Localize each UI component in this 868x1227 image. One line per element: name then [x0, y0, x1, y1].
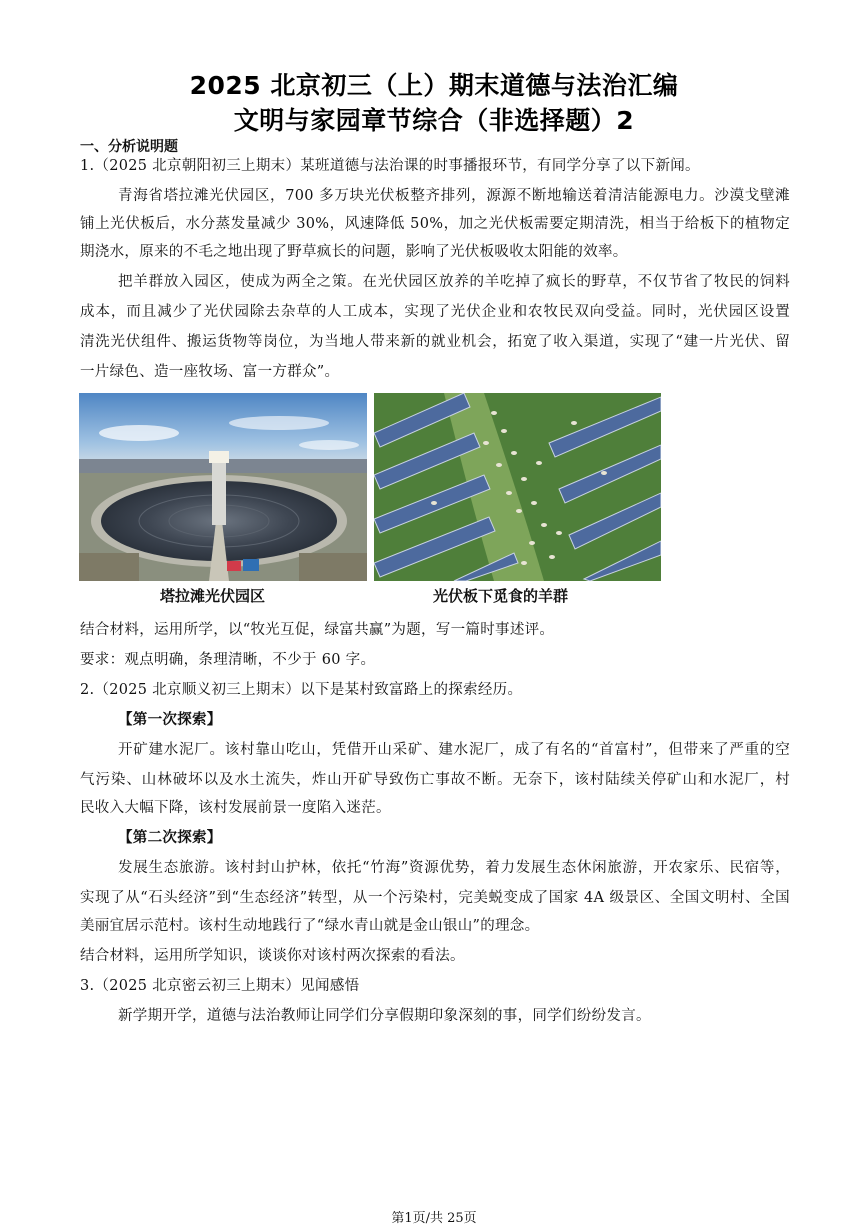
page-title-line2: 文明与家园章节综合（非选择题）2 [233, 106, 635, 135]
q1-p1-line2: 铺上光伏板后，水分蒸发量减少 30%，风速降低 50%，加之光伏板需要定期清洗，相当于给板下的植物定 [80, 216, 790, 232]
q2-explore1-line2: 气污染、山林破坏以及水土流失，炸山开矿导致伤亡事故不断。无奈下，该村陆续关停矿山和水泥厂，村 [80, 772, 790, 788]
q2-task: 结合材料，运用所学知识，谈谈你对该村两次探索的看法。 [80, 948, 465, 964]
q2-intro: 2.（2025 北京顺义初三上期末）以下是某村致富路上的探索经历。 [80, 682, 523, 698]
sheep-solar-photo [374, 393, 661, 581]
q2-explore2-line2: 实现了从“石头经济”到“生态经济”转型，从一个污染村，完美蜕变成了国家 4A 级景区、全国文明村、全国 [80, 890, 790, 906]
solar-park-photo [79, 393, 367, 581]
q2-explore1-line3: 民收入大幅下降，该村发展前景一度陷入迷茫。 [80, 800, 391, 816]
q2-explore2-line3: 美丽宜居示范村。该村生动地践行了“绿水青山就是金山银山”的理念。 [80, 918, 540, 934]
q3-p1: 新学期开学，道德与法治教师让同学们分享假期印象深刻的事，同学们纷纷发言。 [118, 1008, 651, 1024]
caption-solar-park: 塔拉滩光伏园区 [160, 587, 266, 605]
q1-requirement: 要求：观点明确，条理清晰，不少于 60 字。 [80, 652, 376, 668]
q2-explore1-label: 【第一次探索】 [118, 712, 222, 728]
q2-explore2-label: 【第二次探索】 [118, 830, 222, 846]
q1-intro: 1.（2025 北京朝阳初三上期末）某班道德与法治课的时事播报环节，有同学分享了以下新闻。 [80, 158, 700, 174]
q1-p2-line1: 把羊群放入园区，使成为两全之策。在光伏园区放养的羊吃掉了疯长的野草，不仅节省了牧民的饲料 [118, 274, 790, 290]
q2-explore1-line1: 开矿建水泥厂。该村靠山吃山，凭借开山采矿、建水泥厂，成了有名的“首富村”，但带来了严重的空 [118, 742, 790, 758]
q2-explore2-line1: 发展生态旅游。该村封山护林，依托“竹海”资源优势，着力发展生态休闲旅游，开农家乐、民宿等， [118, 860, 790, 876]
page-title-line1: 2025 北京初三（上）期末道德与法治汇编 [189, 71, 679, 100]
q1-p2-line3: 清洗光伏组件、搬运货物等岗位，为当地人带来新的就业机会，拓宽了收入渠道，实现了“建一片光伏、留 [80, 334, 790, 350]
q1-p2-line4: 一片绿色、造一座牧场、富一方群众”。 [80, 364, 340, 380]
q1-task: 结合材料，运用所学，以“牧光互促，绿富共赢”为题，写一篇时事述评。 [80, 622, 555, 638]
page-footer: 第1页/共 25页 [391, 1211, 477, 1226]
q1-p2-line2: 成本，而且减少了光伏园除去杂草的人工成本，实现了光伏企业和农牧民双向受益。同时，光伏园区设置 [80, 304, 790, 320]
section-heading: 一、分析说明题 [80, 139, 178, 155]
q3-intro: 3.（2025 北京密云初三上期末）见闻感悟 [80, 978, 360, 994]
caption-sheep: 光伏板下觅食的羊群 [433, 587, 569, 605]
q1-p1-line3: 期浇水，原来的不毛之地出现了野草疯长的问题，影响了光伏板吸收太阳能的效率。 [80, 244, 628, 260]
q1-p1-line1: 青海省塔拉滩光伏园区，700 多万块光伏板整齐排列，源源不断地输送着清洁能源电力。沙漠戈壁滩 [118, 188, 790, 204]
